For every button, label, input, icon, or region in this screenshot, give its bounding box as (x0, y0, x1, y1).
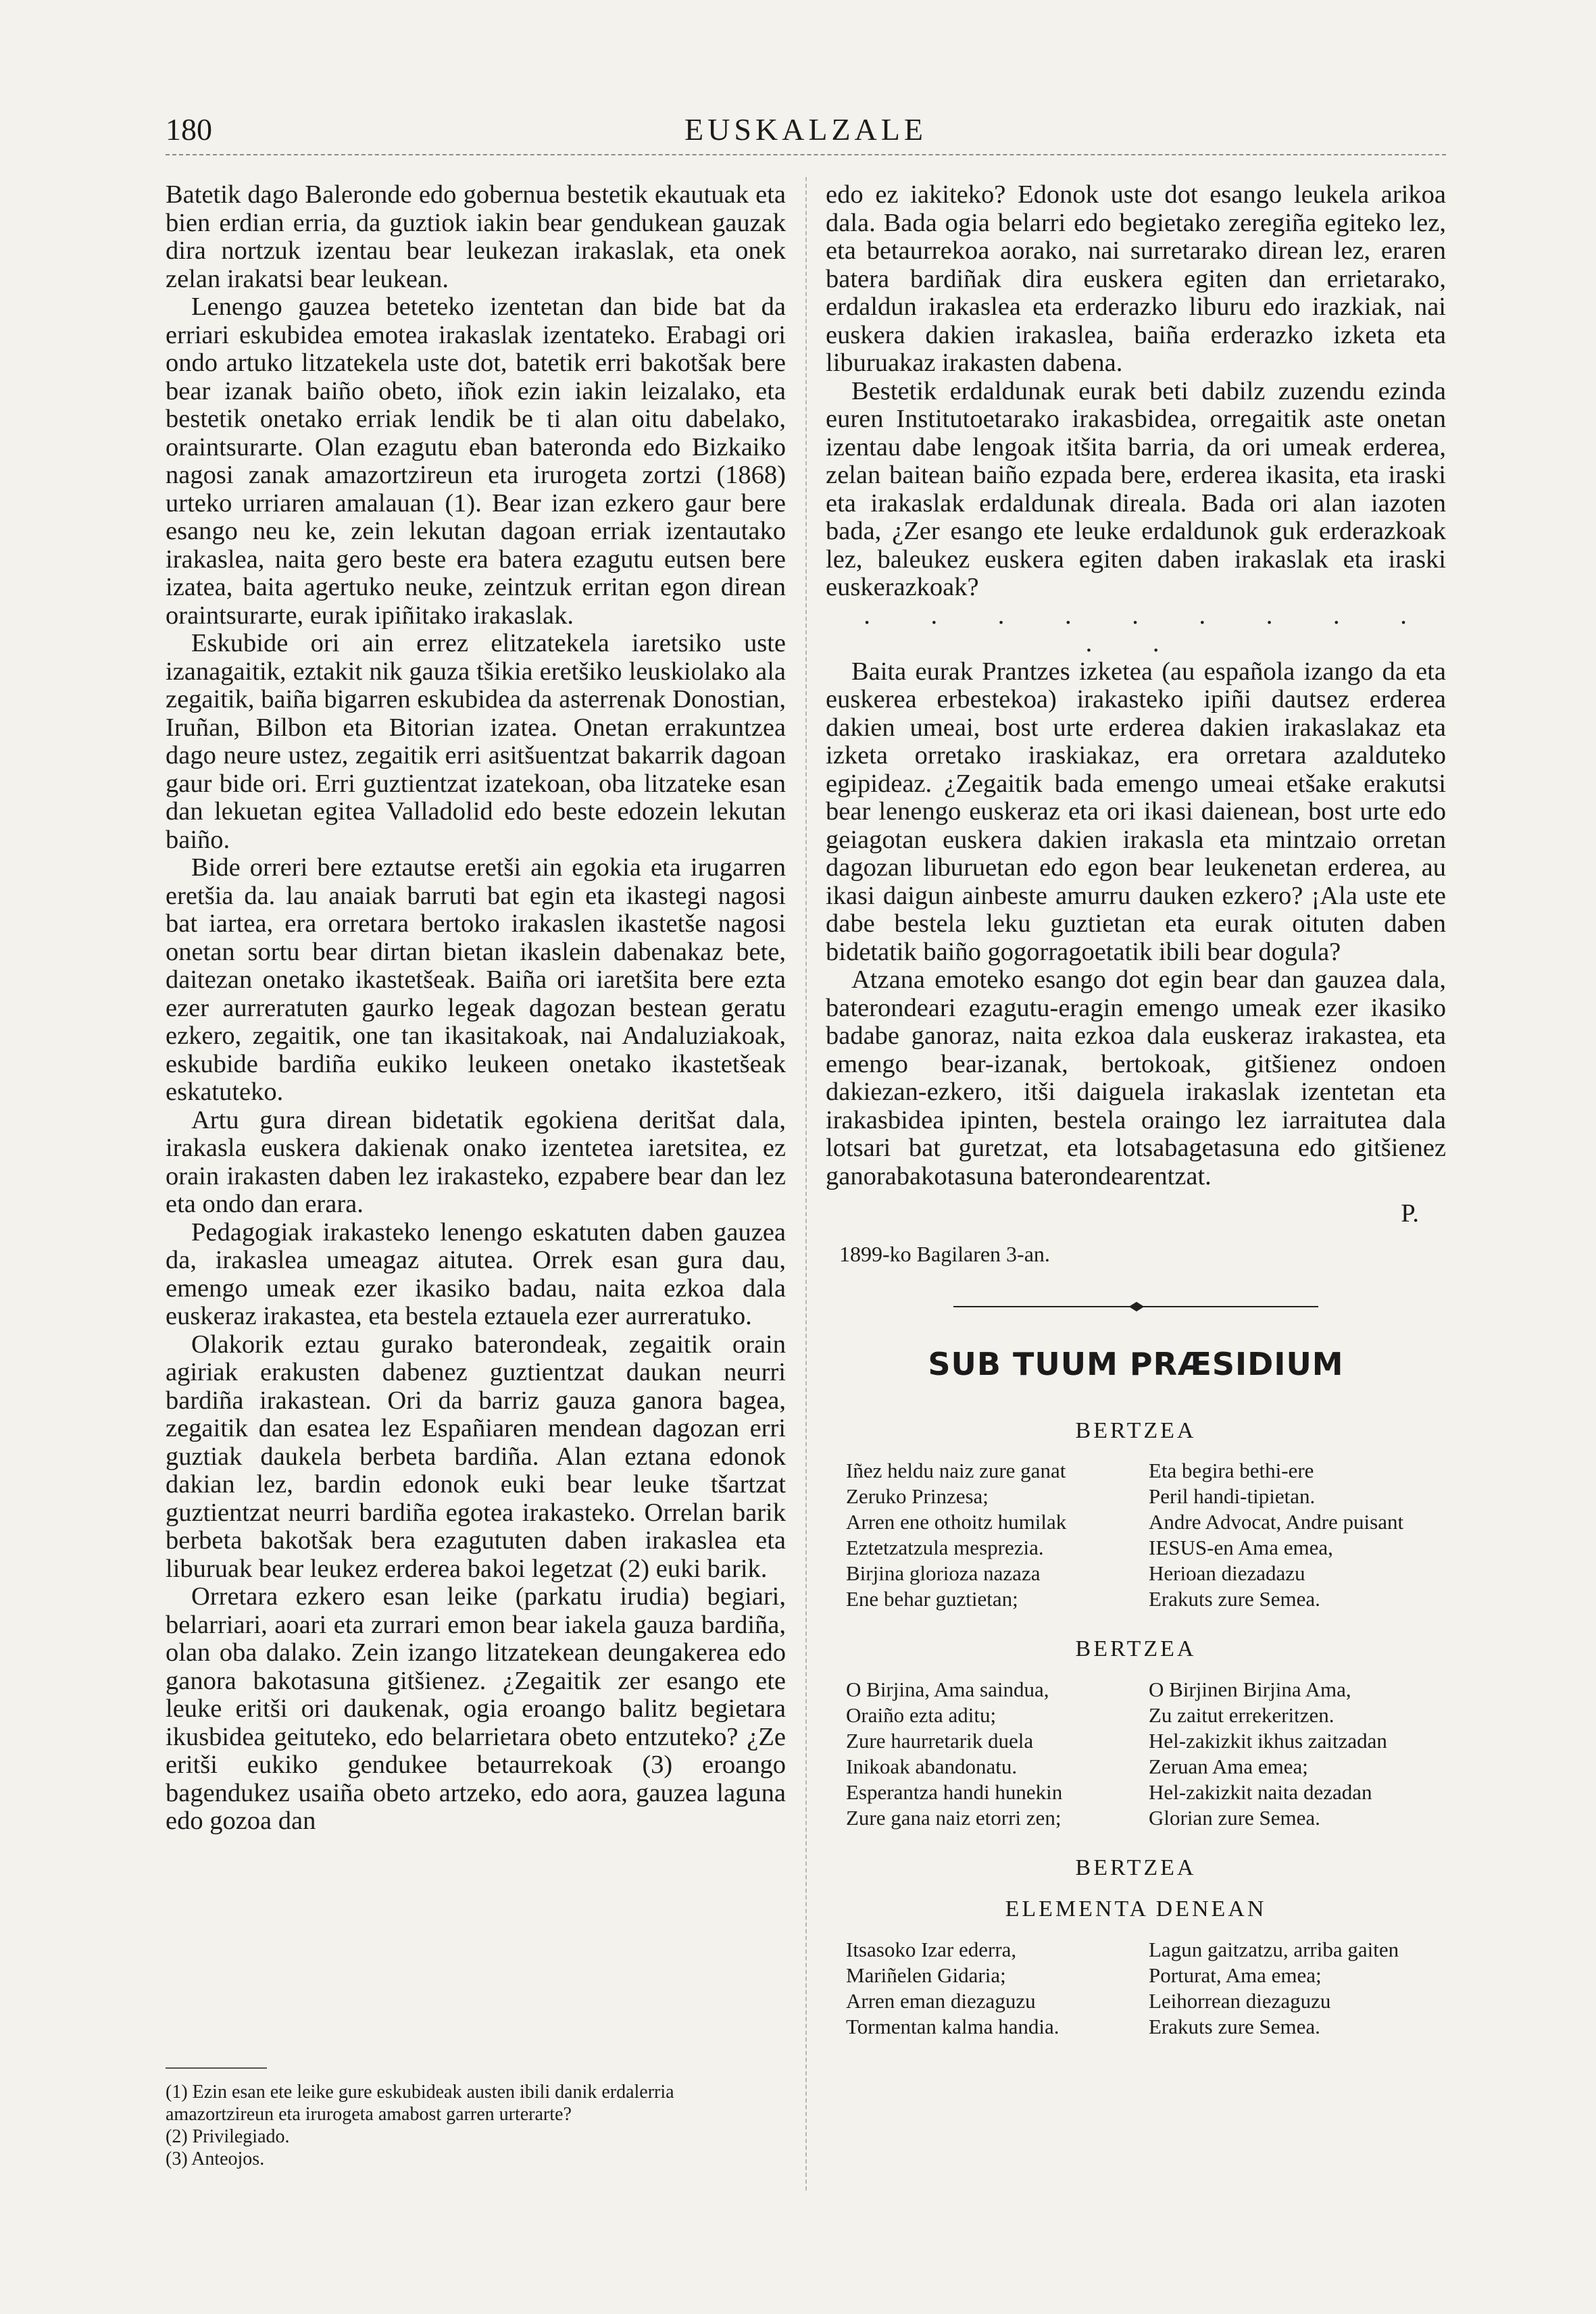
section-heading: BERTZEA (1075, 1636, 1197, 1661)
paragraph: Eskubide ori ain errez elitzatekela iaretsiko uste izanagaitik, eztakit nik gauza tšikia eretšiko leuskiolako ala zegaitik, baiña bigarren eskubidea da asterrenak Donostian, Iruñan, Bilbon eta Bitorian izatea. Onetan errakuntzea dago neure ustez, zegaitik erri asitšuentzat bakarrik dagoan gaur bide ori. Erri guztientzat izatekoan, oba litzateke esan dan lekuetan egitea Valladolid edo beste edozein lekutan baiño. (166, 629, 786, 854)
verse-line: Erakuts zure Semea. (1149, 2014, 1320, 2038)
paragraph: Bestetik erdaldunak eurak beti dabilz zuzendu ezinda euren Institutoetarako irakasbidea, orregaitik aste onetan izentau dabe lengoak itšita barria, da ori umeak erderea, zelan baitean baiño ezpada bere, erderea ikasita, eta iraski eta irakaslak erdaldunak direala. Bada ori alan iazoten bada, ¿Zer esango ete leuke erdaldunok guk erderazkoak lez, baleukez euskera egiten daben irakaslak eta iraski euskerazkoak? (826, 376, 1446, 601)
verse-line: Hel-zakizkit naita dezadan (1149, 1780, 1372, 1804)
section-dots: . . . . . . . . . . . (864, 601, 1434, 657)
footnotes (166, 2081, 786, 2170)
poem-section-2 (826, 1635, 1446, 1831)
right-column (826, 181, 1446, 2040)
verse-line: Andre Advocat, Andre puisant (1149, 1510, 1404, 1534)
stanza-pair (826, 1677, 1446, 1831)
verse-line: Porturat, Ama emea; (1149, 1963, 1322, 1987)
poem-section-3 (826, 1854, 1446, 2040)
paragraph: Baita eurak Prantzes izketea (au española izango da eta euskerea erbestekoa) irakasteko ipiñi dautsez erderea dakien umeai, bost urte erderea dakien irakaslakaz eta izketa orretako iraskiakaz, era orretara azalduteko egipideaz. ¿Zegaitik bada emengo umeai etšake erakutsi bear lenengo euskeraz eta ori ikasi daienean, bost urte edo geiagotan euskera dakien irakasla eta mintzaio orretan dagozan liburuetan edo egon bear leukenetan erderea, au ikasi daigun ainbeste amurru dauken ezkero? ¡Ala uste ete dabe bestela leku guztietan eta eurak oituten daben bidetatik baiño gogorragoetatik ibili bear dogula? (826, 657, 1446, 966)
poem-title: SUB TUUM PRÆSIDIUM (928, 1346, 1344, 1382)
stanza-right (1149, 1937, 1446, 2040)
verse-line: Zure gana naiz etorri zen; (846, 1805, 1062, 1830)
stanza-left (846, 1677, 1143, 1831)
dateline: 1899-ko Bagilaren 3-an. (839, 1241, 1050, 1266)
verse-line: Tormentan kalma handia. (846, 2014, 1059, 2038)
section-heading: BERTZEA (1075, 1417, 1197, 1443)
footnote: (2) Privilegiado. (166, 2126, 290, 2147)
verse-line: Arren eman diezaguzu (846, 1988, 1036, 2013)
verse-line: Esperantza handi hunekin (846, 1780, 1063, 1804)
paragraph: edo ez iakiteko? Edonok uste dot esango leukela arikoa dala. Bada ogia belarri edo begietako zeregiña egiteko lez, eta betaurrekoa aorako, nai surretarako direan lez, eraren batera bardiñak dira euskera egiten dan errietarako, erdaldun irakaslea eta erderazko liburu edo irazkiak, nai euskera dakien irakaslea, baiña erderazko izketa eta liburuakaz irakasten dabena. (826, 180, 1446, 377)
verse-line: Ene behar guztietan; (846, 1587, 1018, 1611)
verse-line: Itsasoko Izar ederra, (846, 1937, 1017, 1961)
verse-line: O Birjina, Ama saindua, (846, 1677, 1049, 1701)
verse-line: Zu zaitut errekeritzen. (1149, 1703, 1335, 1727)
verse-line: Arren ene othoitz humilak (846, 1510, 1067, 1534)
verse-line: Leihorrean diezaguzu (1149, 1988, 1331, 2013)
stanza-pair (826, 1937, 1446, 2040)
footnote-rule (166, 2067, 267, 2069)
paragraph: Bide orreri bere eztautse eretši ain egokia eta irugarren eretšia da. lau anaiak barruti bat egin eta ikastegi nagosi bat iartea, era orretara bertoko irakaslen ikastetše nagosi onetan sortu bear dirtan bietan ikaslein dabenakaz bete, daitezan onetako ikastetšeak. Baiña ori iaretšita bere ezta ezer aurreratuten gaurko legeak dagozan bestean geratu ezkero, zegaitik, one tan ikasitakoak, nai Andaluziakoak, eskubide bardiña eukiko leukeen onetako ikastetšeak eskatuteko. (166, 853, 786, 1106)
paragraph: Atzana emoteko esango dot egin bear dan gauzea dala, baterondeari ezagutu-eragin emengo umeak ezer ikasiko badabe ganoraz, naita ezkoa dala euskeraz irakastea, eta emengo bear-izanak, bertokoak, gitšienez ondoen dakiezan-ezkero, itši daiguela irakaslak izentetan eta irakasbidea ipinten, bestela oraingo lez iarraitutea dala lotsari bat guretzat, eta lotsabagetasuna edo gitšienez ganorabakotasuna baterondearentzat. (826, 965, 1446, 1190)
signature: P. (1401, 1199, 1419, 1228)
verse-line: Mariñelen Gidaria; (846, 1963, 1006, 1987)
verse-line: Hel-zakizkit ikhus zaitzadan (1149, 1728, 1387, 1753)
poem-section-1 (826, 1417, 1446, 1613)
verse-line: O Birjinen Birjina Ama, (1149, 1677, 1351, 1701)
stanza-right (1149, 1677, 1446, 1831)
verse-line: Birjina glorioza nazaza (846, 1561, 1041, 1585)
page-number: 180 (166, 112, 212, 147)
verse-line: Erakuts zure Semea. (1149, 1587, 1320, 1611)
verse-line: Peril handi-tipietan. (1149, 1484, 1316, 1508)
paragraph: Orretara ezkero esan leike (parkatu irudia) begiari, belarriari, aoari eta zurrari emon bear iakela gauza bardiña, olan oba dalako. Zein izango litzatekean deungakerea edo ganora bakotasuna gitšienez. ¿Zegaitik zer esango ete leuke eritši ori daukenak, ogia eroango balitz begietara ikusbidea geituteko, edo belarrietara obeto entzuteko? ¿Ze eritši eukiko gendukee betaurrekoak (3) eroango bagendukez usaiña obeto artzeko, edo aora, gauzea laguna edo gozoa dan (166, 1582, 786, 1835)
paragraph: Olakorik eztau gurako baterondeak, zegaitik orain agiriak erakusten dabenez guztientzat daukan neurri bardiña irakastean. Ori da barriz gauza ganora bagea, zegaitik dan esatea lez Españiaren mendean dagozan erri guztiak daukela berbeta bardiña. Alan eztana edonok dakian lez, bardin edonok euki bear leuke tšartzat guztientzat neurri bardiña egotea irakasteko. Orrelan barik berbeta bakotšak bera ezagututen daben irakaslea eta liburuak bear leukez erderea bakoi legetzat (2) euki barik. (166, 1330, 786, 1583)
verse-line: Eta begira bethi-ere (1149, 1459, 1314, 1482)
column-divider (805, 177, 807, 2190)
footnote: (3) Anteojos. (166, 2148, 265, 2169)
verse-line: Iñez heldu naiz zure ganat (846, 1459, 1066, 1482)
page-header (166, 111, 1446, 159)
verse-line: Lagun gaitzatzu, arriba gaiten (1149, 1937, 1399, 1961)
footnote: (1) Ezin esan ete leike gure eskubideak austen ibili danik erdalerria amazortzireun eta irurogeta amabost garren urterarte? (166, 2082, 674, 2125)
verse-line: Zure haurretarik duela (846, 1728, 1034, 1753)
verse-line: Herioan diezadazu (1149, 1561, 1305, 1585)
section-heading: BERTZEA (1075, 1855, 1197, 1880)
verse-line: Eztetzatzula mesprezia. (846, 1536, 1044, 1559)
paragraph: Pedagogiak irakasteko lenengo eskatuten daben gauzea da, irakaslea umeagaz aitutea. Orrek esan gura dau, emengo umeak ezer ikasiko badau, naita ezkoa dala euskeraz irakastea, eta bestela eztauela ezer aurreratuko. (166, 1217, 786, 1330)
left-column (166, 181, 786, 1836)
stanza-right (1149, 1458, 1446, 1612)
running-title: EUSKALZALE (684, 112, 927, 147)
ornament-rule (953, 1302, 1318, 1311)
stanza-left (846, 1458, 1143, 1612)
verse-line: IESUS-en Ama emea, (1149, 1536, 1333, 1559)
verse-line: Zeruko Prinzesa; (846, 1484, 989, 1508)
section-subheading: ELEMENTA DENEAN (1005, 1896, 1267, 1921)
paragraph: Lenengo gauzea beteteko izentetan dan bide bat da erriari eskubidea emotea irakaslak izentateko. Erabagi ori ondo artuko litzatekela uste dot, batetik erri bakotšak bere bear izanak baiño obeto, iñok ezin iakin leizalako, eta bestetik onetako erriak lendik be ti alan oitu dabelako, oraintsurarte. Olan ezagutu eban bateronda edo Bizkaiko nagosi zanak amazortzireun eta irurogeta zortzi (1868) urteko urriaren amalauan (1). Bear izan ezkero gaur bere esango neu ke, zein lekutan dagoan erriak izentautako irakaslea, naita gero beste era batera ezagutu eutsen bere izatea, baita agertuko neuke, zeintzuk erritan egon direan oraintsurarte, eurak ipiñitako irakaslak. (166, 293, 786, 630)
stanza-pair (826, 1458, 1446, 1612)
paragraph: Batetik dago Baleronde edo gobernua bestetik ekautuak eta bien erdian erria, da guztiok iakin bear gendukean gauzak dira nortzuk izentau bear leukezan irakaslak, eta onek zelan irakatsi bear leukean. (166, 180, 786, 293)
verse-line: Oraiño ezta aditu; (846, 1703, 997, 1727)
verse-line: Inikoak abandonatu. (846, 1754, 1018, 1778)
stanza-left (846, 1937, 1143, 2040)
verse-line: Glorian zure Semea. (1149, 1805, 1320, 1830)
verse-line: Zeruan Ama emea; (1149, 1754, 1308, 1778)
paragraph: Artu gura direan bidetatik egokiena deritšat dala, irakasla euskera dakienak onako izentetea iaretsitea, ez orain irakasten daben lez irakasteko, ezpabere bear dan lez eta ondo dan erara. (166, 1105, 786, 1218)
header-rule (166, 154, 1446, 155)
